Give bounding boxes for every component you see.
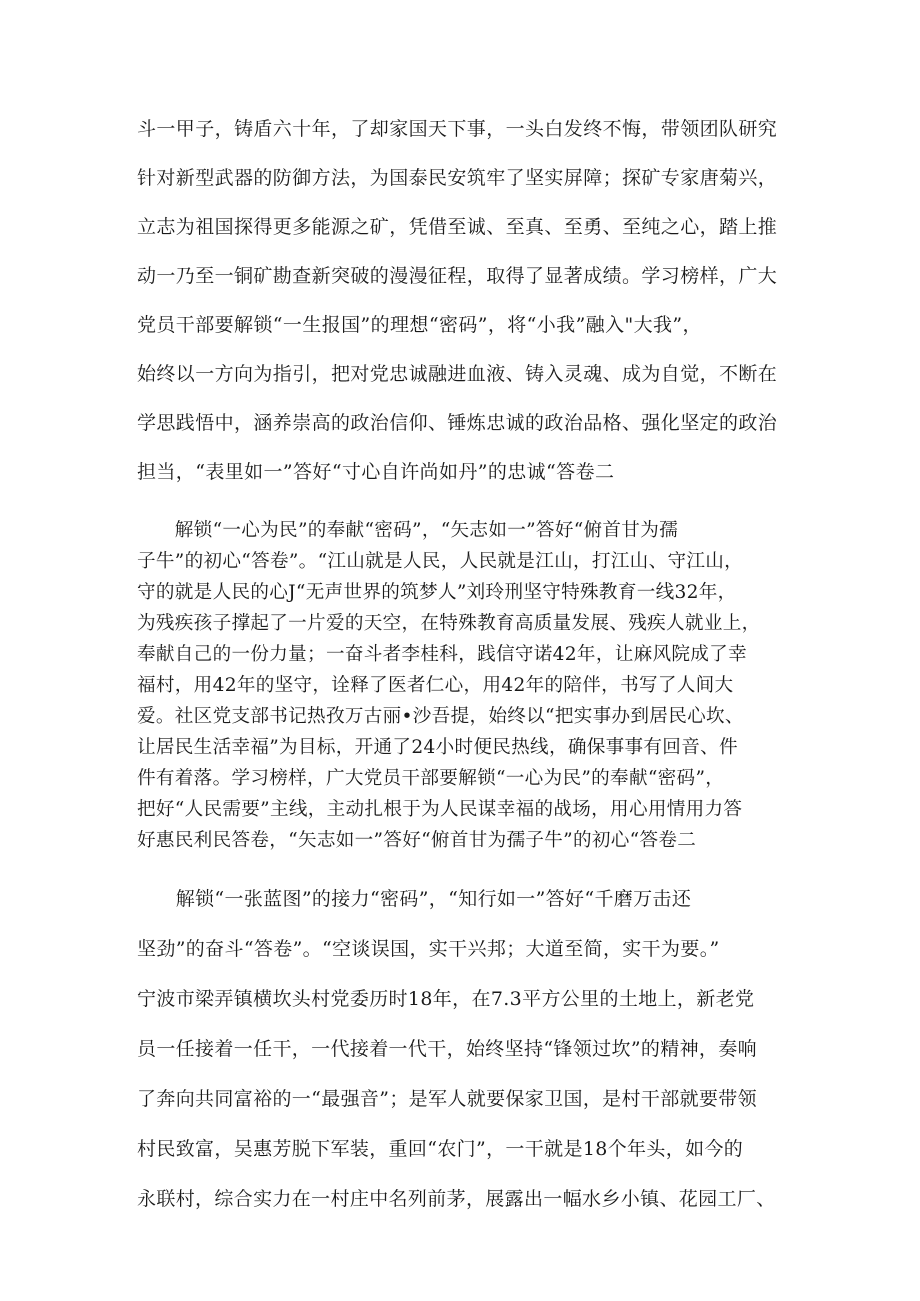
text-line: 件有着落。学习榜样，广大党员干部要解锁“一心为民”的奉献“密码”，	[137, 768, 725, 789]
text-line: 学思践悟中，涵养崇高的政治信仰、锤炼忠诚的政治品格、强化坚定的政治	[137, 412, 778, 434]
text-line: 党员干部要解锁“一生报国”的理想“密码”，将“小我”融入"大我”，	[137, 314, 702, 336]
text-line: 担当，“表里如一”答好“寸心自许尚如丹”的忠诚“答卷二	[137, 461, 615, 483]
text-line: 福村，用42年的坚守，诠释了医者仁心，用42年的陪伴，书写了人间大	[137, 675, 734, 696]
text-line: 了奔向共同富裕的一“最强音”；是军人就要保家卫国，是村干部就要带领	[137, 1088, 757, 1110]
text-line: 坚劲”的奋斗“答卷”。“空谈误国，实干兴邦；大道至简，实干为要。”	[137, 938, 720, 960]
text-line: 村民致富，吴惠芳脱下军装，重回“农门”，一干就是18个年头，如今的	[137, 1138, 744, 1160]
text-line: 宁波市梁弄镇横坎头村党委历时18年，在7.3平方公里的土地上，新老党	[137, 988, 755, 1010]
text-line: 子牛”的初心“答卷”。“江山就是人民，人民就是江山，打江山、守江山，	[137, 551, 744, 572]
text-line: 动一乃至一铜矿勘查新突破的漫漫征程，取得了显著成绩。学习榜样，广大	[137, 265, 778, 287]
text-line: 员一任接着一任干，一代接着一代干，始终坚持“锋领过坎”的精神，奏响	[137, 1038, 757, 1060]
text-line: 好惠民利民答卷，“矢志如一”答好“俯首甘为孺子牛”的初心“答卷二	[137, 830, 697, 851]
text-line: 为残疾孩子撑起了一片爱的天空，在特殊教育高质量发展、残疾人就业上，	[137, 613, 761, 634]
text-line: 把好“人民需要”主线，主动扎根于为人民谋幸福的战场，用心用情用力答	[137, 799, 743, 820]
text-line: 立志为祖国探得更多能源之矿，凭借至诚、至真、至勇、至纯之心，踏上推	[137, 216, 778, 238]
text-line: 始终以一方向为指引，把对党忠诚融进血液、铸入灵魂、成为自觉，不断在	[137, 363, 778, 385]
text-line: 针对新型武器的防御方法，为国泰民安筑牢了坚实屏障；探矿专家唐菊兴，	[137, 167, 778, 189]
text-line: 永联村，综合实力在一村庄中名列前茅，展露出一幅水乡小镇、花园工厂、	[137, 1188, 776, 1210]
text-line: 解锁“一心为民”的奉献“密码”，“矢志如一”答好“俯首甘为孺	[137, 520, 678, 541]
text-line: 解锁“一张蓝图”的接力“密码”，“知行如一”答好“千磨万击还	[137, 888, 692, 910]
text-line: 斗一甲子，铸盾六十年，了却家国天下事，一头白发终不悔，带领团队研究	[137, 118, 778, 140]
text-line: 奉献自己的一份力量；一奋斗者李桂科，践信守诺42年，让麻风院成了幸	[137, 644, 747, 665]
text-line: 守的就是人民的心J“无声世界的筑梦人”刘玲刑坚守特殊教育一线32年，	[137, 582, 737, 603]
text-line: 爱。社区党支部书记热孜万古丽•沙吾提，始终以“把实事办到居民心坎、	[137, 706, 744, 727]
text-line: 让居民生活幸福”为目标，开通了24小时便民热线，确保事事有回音、件	[137, 737, 738, 758]
